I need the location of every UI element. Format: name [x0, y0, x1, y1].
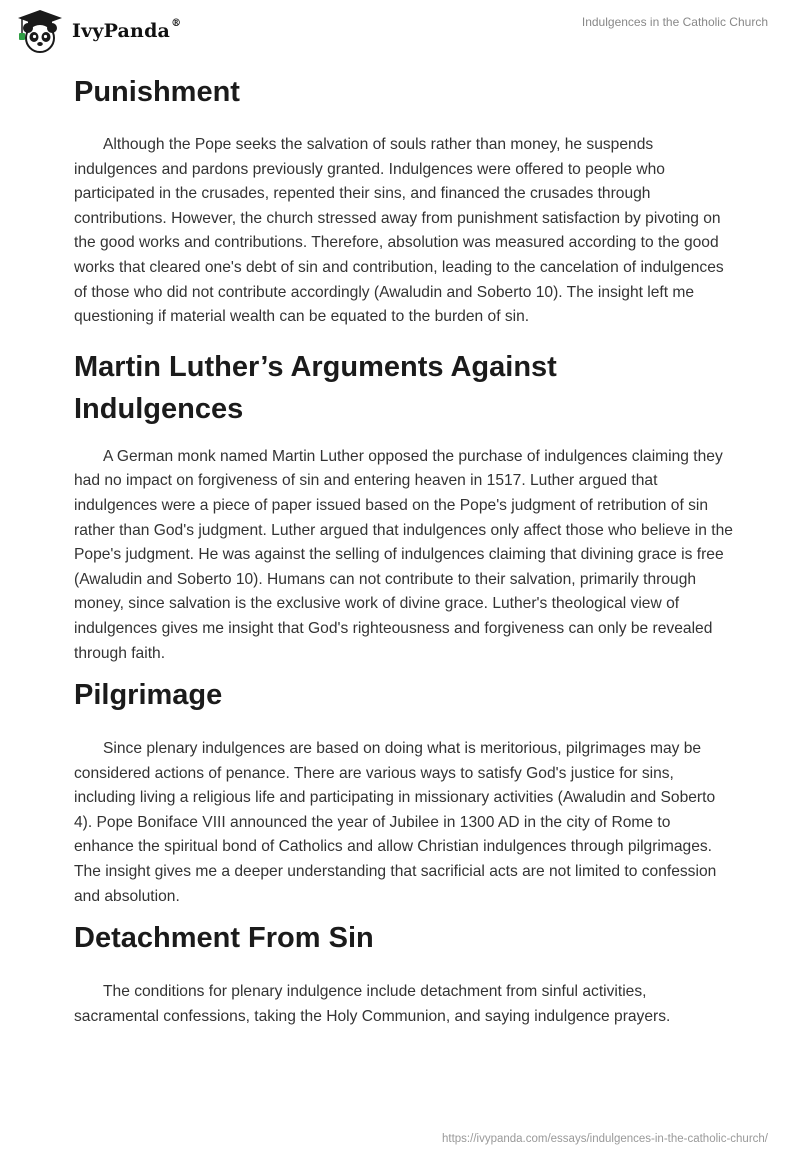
section-heading-pilgrimage: Pilgrimage: [74, 679, 223, 712]
document-title: Indulgences in the Catholic Church: [581, 15, 768, 29]
ivypanda-logo[interactable]: [14, 8, 181, 54]
section-paragraph-luther-arguments: A German monk named Martin Luther opposed the purchase of indulgences claiming they had no impact on forgiveness of sin and entering heaven in 1517. Luther argued that indulgences were a piece of paper issued based on the Pope's judgment of retribution of sin rather than God's judgment. Luther argued that indulgences only affect those who believe in the Pope's judgment. He was against the selling of indulgences claiming that divining grace is free (Awaludin and Soberto 10). Humans can not contribute to their salvation, primarily through money, since salvation is the exclusive work of divine grace. Luther's theological view of indulgences gives me insight that God's righteousness and forgiveness can only be revealed through faith.: [74, 447, 733, 662]
section-heading-detachment: Detachment From Sin: [74, 922, 374, 955]
registered-mark: ®: [171, 18, 182, 29]
section-paragraph-punishment: Although the Pope seeks the salvation of souls rather than money, he suspends indulgences and pardons previously granted. Indulgences were offered to people who participated in the crusades, repented their sins, and financed the crusades through contributions. However, the church stressed away from punishment satisfaction by pivoting on the good works and contributions. Therefore, absolution was measured according to the good works that cleared one's debt of sin and contribution, leading to the cancelation of indulgences of those who did not contribute accordingly (Awaludin and Soberto 10). The insight left me questioning if material wealth can be equated to the burden of sin.: [74, 136, 724, 326]
section-heading-luther-arguments: Martin Luther’s Arguments Against Indulgences: [74, 350, 557, 425]
section-heading-punishment: Punishment: [74, 76, 240, 108]
source-url-link[interactable]: https://ivypanda.com/essays/indulgences-in-the-catholic-church/: [442, 1133, 768, 1145]
essay-content: [74, 66, 734, 1029]
panda-graduate-logo-icon: [14, 8, 66, 54]
section-paragraph-pilgrimage: Since plenary indulgences are based on doing what is meritorious, pilgrimages may be considered actions of penance. There are various ways to satisfy God's justice for sins, including living a religious life and participating in missionary activities (Awaludin and Soberto 4). Pope Boniface VIII announced the year of Jubilee in 1300 AD in the city of Rome to enhance the spiritual bond of Catholics and allow Christian indulgences through pilgrimages. The insight gives me a deeper understanding that sacrificial acts are not limited to confession and absolution.: [74, 740, 717, 905]
page-header: [0, 0, 800, 60]
brand-name: IvyPanda®: [72, 18, 182, 42]
section-paragraph-detachment: The conditions for plenary indulgence include detachment from sinful activities, sacramental confessions, taking the Holy Communion, and saying indulgence prayers.: [74, 983, 671, 1025]
